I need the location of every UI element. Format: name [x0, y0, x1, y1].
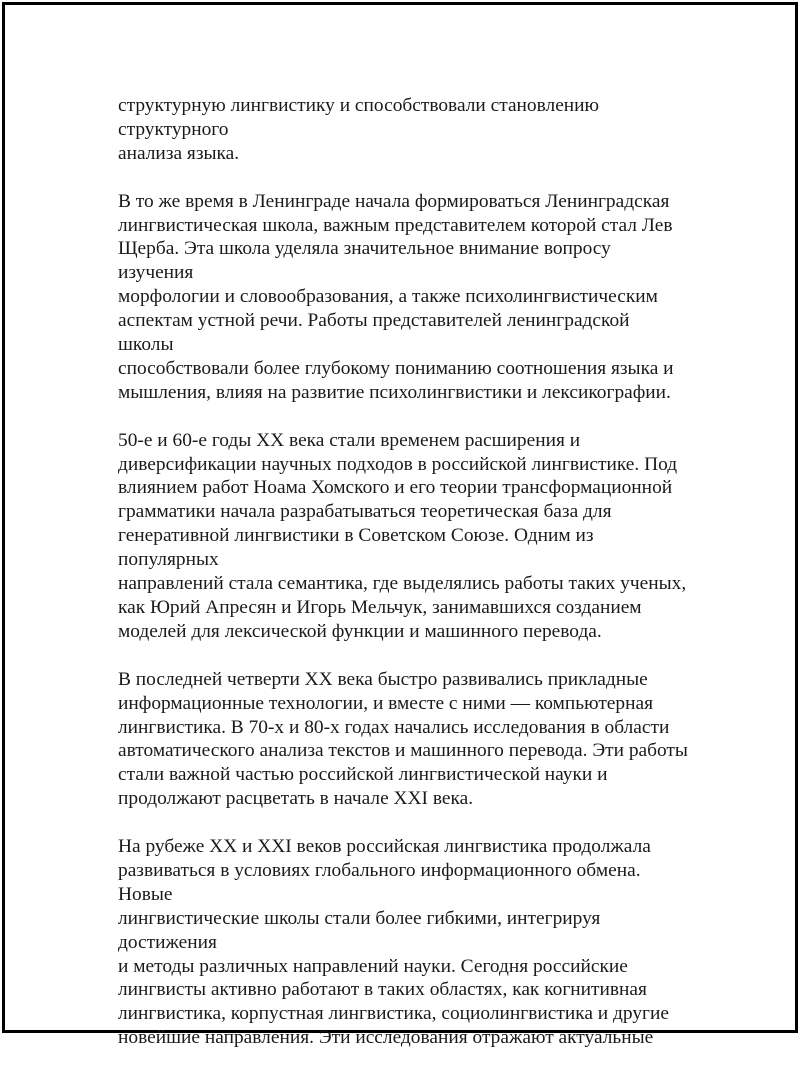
document-body [118, 94, 688, 1074]
paragraph: В последней четверти XX века быстро развивались прикладные информационные технологии, и вместе с ними — компьютерная лингвистика. В 70-х и 80-х годах начались исследования в области автоматического анализа текстов и машинного перевода. Эти работы стали важной частью российской лингвистической науки и продолжают расцветать в начале XXI века. [118, 668, 688, 810]
paragraph: На рубеже XX и XXI веков российская лингвистика продолжала развиваться в условиях глобального информационного обмена. Новые лингвистические школы стали более гибкими, интегрируя достижения и методы различных направлений науки. Сегодня российские лингвисты активно работают в таких областях, как когнитивная лингвистика, корпустная лингвистика, социолингвистика и другие новейшие направления. Эти исследования отражают актуальные [118, 836, 669, 1049]
paragraph: 50-е и 60-е годы XX века стали временем расширения и диверсификации научных подходов в российской лингвистике. Под влиянием работ Ноама Хомского и его теории трансформационной грамматики начала разрабатываться теоретическая база для генеративной лингвистики в Советском Союзе. Одним из популярных направлений стала семантика, где выделялись работы таких ученых, как Юрий Апресян и Игорь Мельчук, занимавшихся созданием моделей для лексической функции и машинного перевода. [118, 429, 687, 642]
paragraph: структурную лингвистику и способствовали становлению структурного анализа языка. [118, 95, 600, 164]
paragraph: В то же время в Ленинграде начала формироваться Ленинградская лингвистическая школа, важным представителем которой стал Лев Щерба. Эта школа уделяла значительное внимание вопросу изучения морфологии и словообразования, а также психолингвистическим аспектам устной речи. Работы представителей ленинградской школы способствовали более глубокому пониманию соотношения языка и мышления, влияя на развитие психолингвистики и лексикографии. [118, 190, 674, 403]
